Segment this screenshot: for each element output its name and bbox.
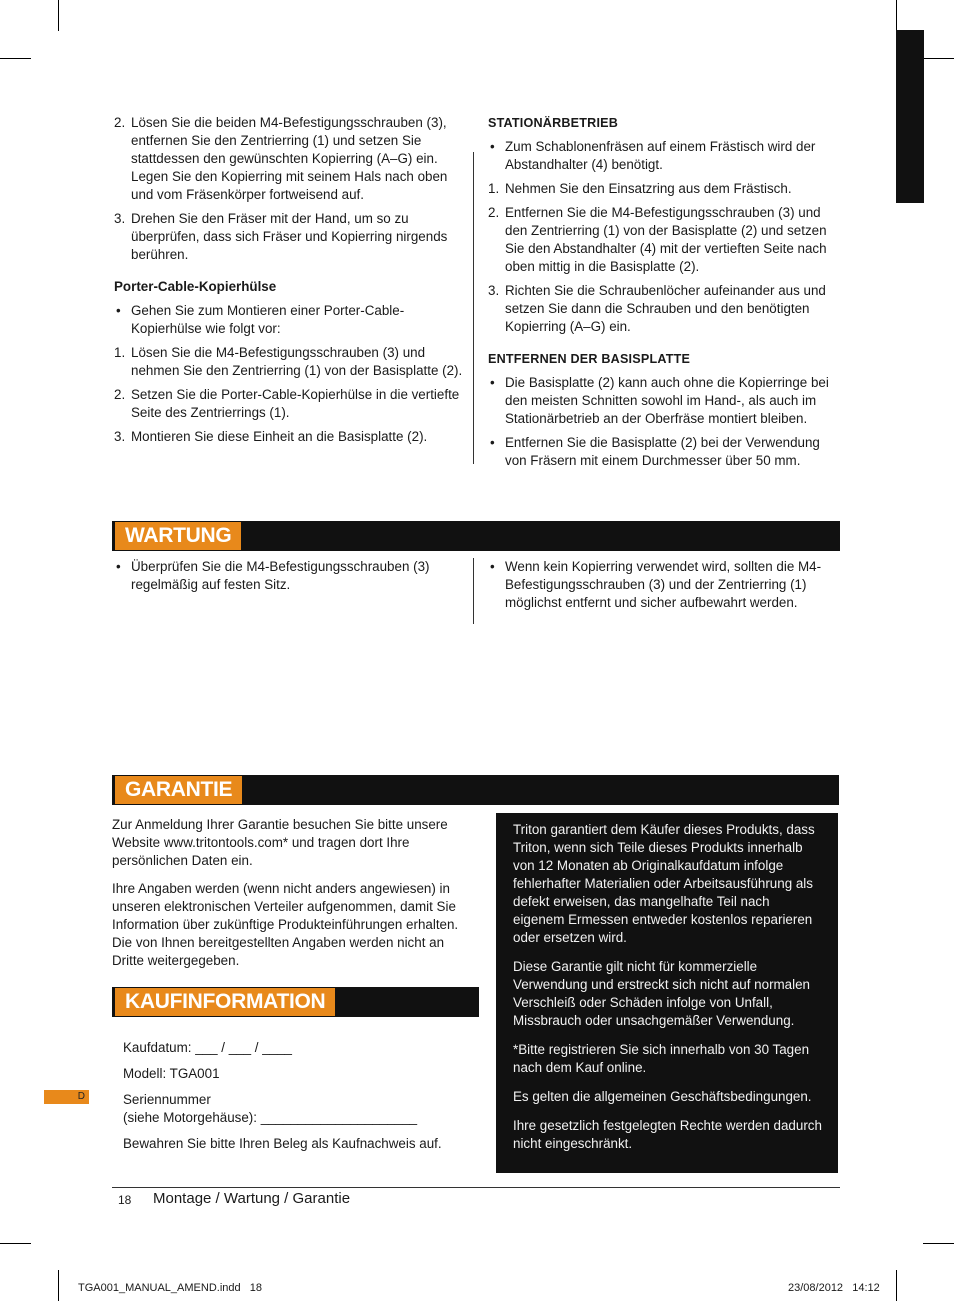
paragraph: Diese Garantie gilt nicht für kommerzielle Verwendung und erstreckt sich nicht auf normalen Verschleiß oder Schäden infolge von Unfall, Missbrauch oder unsachgemäßer Verwendung. [513, 959, 810, 1028]
crop-mark [896, 0, 897, 31]
paragraph: Triton garantiert dem Käufer dieses Produkts, dass Triton, wenn sich Teile dieses Produkts innerhalb von 12 Monaten ab Originalkaufdatum infolge fehlerhafter Materialien oder Arbeitsausführung als defekt erweisen, das mangelhafte Teil nach eigenem Ermessen entweder kostenlos reparieren oder ersetzen wird. [513, 822, 815, 945]
crop-mark [0, 1243, 31, 1244]
list-item [114, 114, 464, 204]
column-divider [473, 152, 474, 464]
imprint-date: 23/08/2012 14:12 [788, 1282, 880, 1294]
item-text: Gehen Sie zum Montieren einer Porter-Cable-Kopierhülse wie folgt vor: [131, 303, 405, 336]
bullet-item [488, 374, 836, 428]
column-divider [473, 558, 474, 624]
item-text: Richten Sie die Schraubenlöcher aufeinander aus und setzen Sie dann die Schrauben und den benötigten Kopierring (A–G) ein. [505, 283, 826, 334]
item-number: 3. [114, 211, 126, 226]
wartung-right [488, 558, 838, 618]
list-item [114, 344, 464, 380]
list-item [488, 180, 836, 198]
garantie-left [112, 816, 472, 980]
paragraph: *Bitte registrieren Sie sich innerhalb von 30 Tagen nach dem Kauf online. [513, 1042, 810, 1075]
garantie-title: GARANTIE [115, 776, 242, 804]
paragraph: Es gelten die allgemeinen Geschäftsbedingungen. [513, 1089, 812, 1104]
left-column [114, 114, 464, 452]
crop-mark [58, 0, 59, 31]
item-text: Zum Schablonenfräsen auf einem Frästisch wird der Abstandhalter (4) benötigt. [505, 139, 816, 172]
item-number: 3. [114, 429, 126, 444]
bullet-item [488, 138, 836, 174]
bullet-icon: • [116, 559, 121, 574]
bullet-item [488, 558, 838, 612]
warranty-box [496, 813, 838, 1173]
item-text: Die Basisplatte (2) kann auch ohne die Kopierringe bei den meisten Schnitten sowohl im Hand-, als auch im Stationärbetrieb an der Oberfräse montiert bleiben. [505, 375, 829, 426]
crop-mark [0, 58, 31, 59]
item-number: 1. [114, 345, 126, 360]
crop-mark [923, 1243, 954, 1244]
serial-label: Seriennummer [123, 1092, 211, 1107]
purchase-date: Kaufdatum: ___ / ___ / ____ [123, 1040, 292, 1055]
bullet-icon: • [490, 435, 495, 450]
side-tab [896, 30, 924, 203]
garantie-bar [112, 775, 839, 805]
bullet-item [114, 558, 464, 594]
serial-hint: (siehe Motorgehäuse): _____________________ [123, 1110, 418, 1125]
language-tab [44, 1090, 89, 1104]
item-text: Setzen Sie die Porter-Cable-Kopierhülse in die vertiefte Seite des Zentrierrings (1). [131, 387, 460, 420]
receipt-note: Bewahren Sie bitte Ihren Beleg als Kaufnachweis auf. [123, 1136, 442, 1151]
right-column [488, 114, 836, 476]
crop-mark [896, 1270, 897, 1301]
bullet-icon: • [116, 303, 121, 318]
item-text: Wenn kein Kopierring verwendet wird, sollten die M4-Befestigungsschrauben (3) und der Zentrierring (1) möglichst entfernt und sicher aufbewahrt werden. [505, 559, 822, 610]
kaufinformation-title: KAUFINFORMATION [115, 988, 335, 1016]
bullet-icon: • [490, 139, 495, 154]
footer-title: Montage / Wartung / Garantie [153, 1190, 351, 1207]
section-heading: Porter-Cable-Kopierhülse [114, 279, 277, 294]
section-heading: STATIONÄRBETRIEB [488, 116, 619, 130]
bullet-icon: • [490, 375, 495, 390]
paragraph: Zur Anmeldung Ihrer Garantie besuchen Sie bitte unsere Website www.tritontools.com* und tragen dort Ihre persönlichen Daten ein. [112, 817, 448, 868]
item-text: Montieren Sie diese Einheit an die Basisplatte (2). [131, 429, 428, 444]
bullet-item [114, 302, 464, 338]
wartung-bar [112, 521, 840, 551]
item-text: Nehmen Sie den Einsatzring aus dem Frästisch. [505, 181, 792, 196]
item-number: 1. [488, 181, 500, 196]
item-number: 3. [488, 283, 500, 298]
item-number: 2. [114, 387, 126, 402]
item-number: 2. [488, 205, 500, 220]
list-item [114, 386, 464, 422]
item-text: Lösen Sie die M4-Befestigungsschrauben (3) und nehmen Sie den Zentrierring (1) von der Basisplatte (2). [131, 345, 463, 378]
item-text: Lösen Sie die beiden M4-Befestigungsschrauben (3), entfernen Sie den Zentrierring (1) und setzen Sie stattdessen den gewünschten Kopierring (A–G) ein. Legen Sie den Kopierring mit seinem Hals nach oben und vom Fräsenkörper fortweisend auf. [131, 115, 448, 202]
model-line: Modell: TGA001 [123, 1066, 220, 1081]
item-text: Entfernen Sie die Basisplatte (2) bei der Verwendung von Fräsern mit einem Durchmesser über 50 mm. [505, 435, 820, 468]
item-text: Entfernen Sie die M4-Befestigungsschrauben (3) und den Zentrierring (1) von der Basisplatte (2) und setzen Sie den Abstandhalter (4) mit der vertieften Seite nach oben mittig in die Basisplatte (2). [505, 205, 827, 274]
bullet-item [488, 434, 836, 470]
list-item [114, 210, 464, 264]
wartung-title: WARTUNG [115, 522, 241, 550]
paragraph: Ihre gesetzlich festgelegten Rechte werden dadurch nicht eingeschränkt. [513, 1118, 822, 1151]
imprint-file: TGA001_MANUAL_AMEND.indd 18 [78, 1282, 263, 1294]
item-number: 2. [114, 115, 126, 130]
list-item [114, 428, 464, 446]
section-heading: ENTFERNEN DER BASISPLATTE [488, 352, 691, 366]
language-code: D [77, 1091, 85, 1102]
footer-rule [112, 1187, 840, 1188]
list-item [488, 204, 836, 276]
page-number: 18 [118, 1193, 132, 1207]
paragraph: Ihre Angaben werden (wenn nicht anders angewiesen) in unseren elektronischen Verteiler aufgenommen, damit Sie Information über zukünftige Produkteinführungen erhalten. Die von Ihnen bereitgestellten Angaben werden nicht an Dritte weitergegeben. [112, 881, 459, 968]
item-text: Drehen Sie den Fräser mit der Hand, um so zu überprüfen, dass sich Fräser und Kopierring nirgends berühren. [131, 211, 448, 262]
wartung-left [114, 558, 464, 600]
crop-mark [923, 58, 954, 59]
list-item [488, 282, 836, 336]
purchase-info [123, 1039, 473, 1161]
bullet-icon: • [490, 559, 495, 574]
item-text: Überprüfen Sie die M4-Befestigungsschrauben (3) regelmäßig auf festen Sitz. [131, 559, 430, 592]
crop-mark [58, 1270, 59, 1301]
kaufinformation-bar [112, 987, 479, 1017]
